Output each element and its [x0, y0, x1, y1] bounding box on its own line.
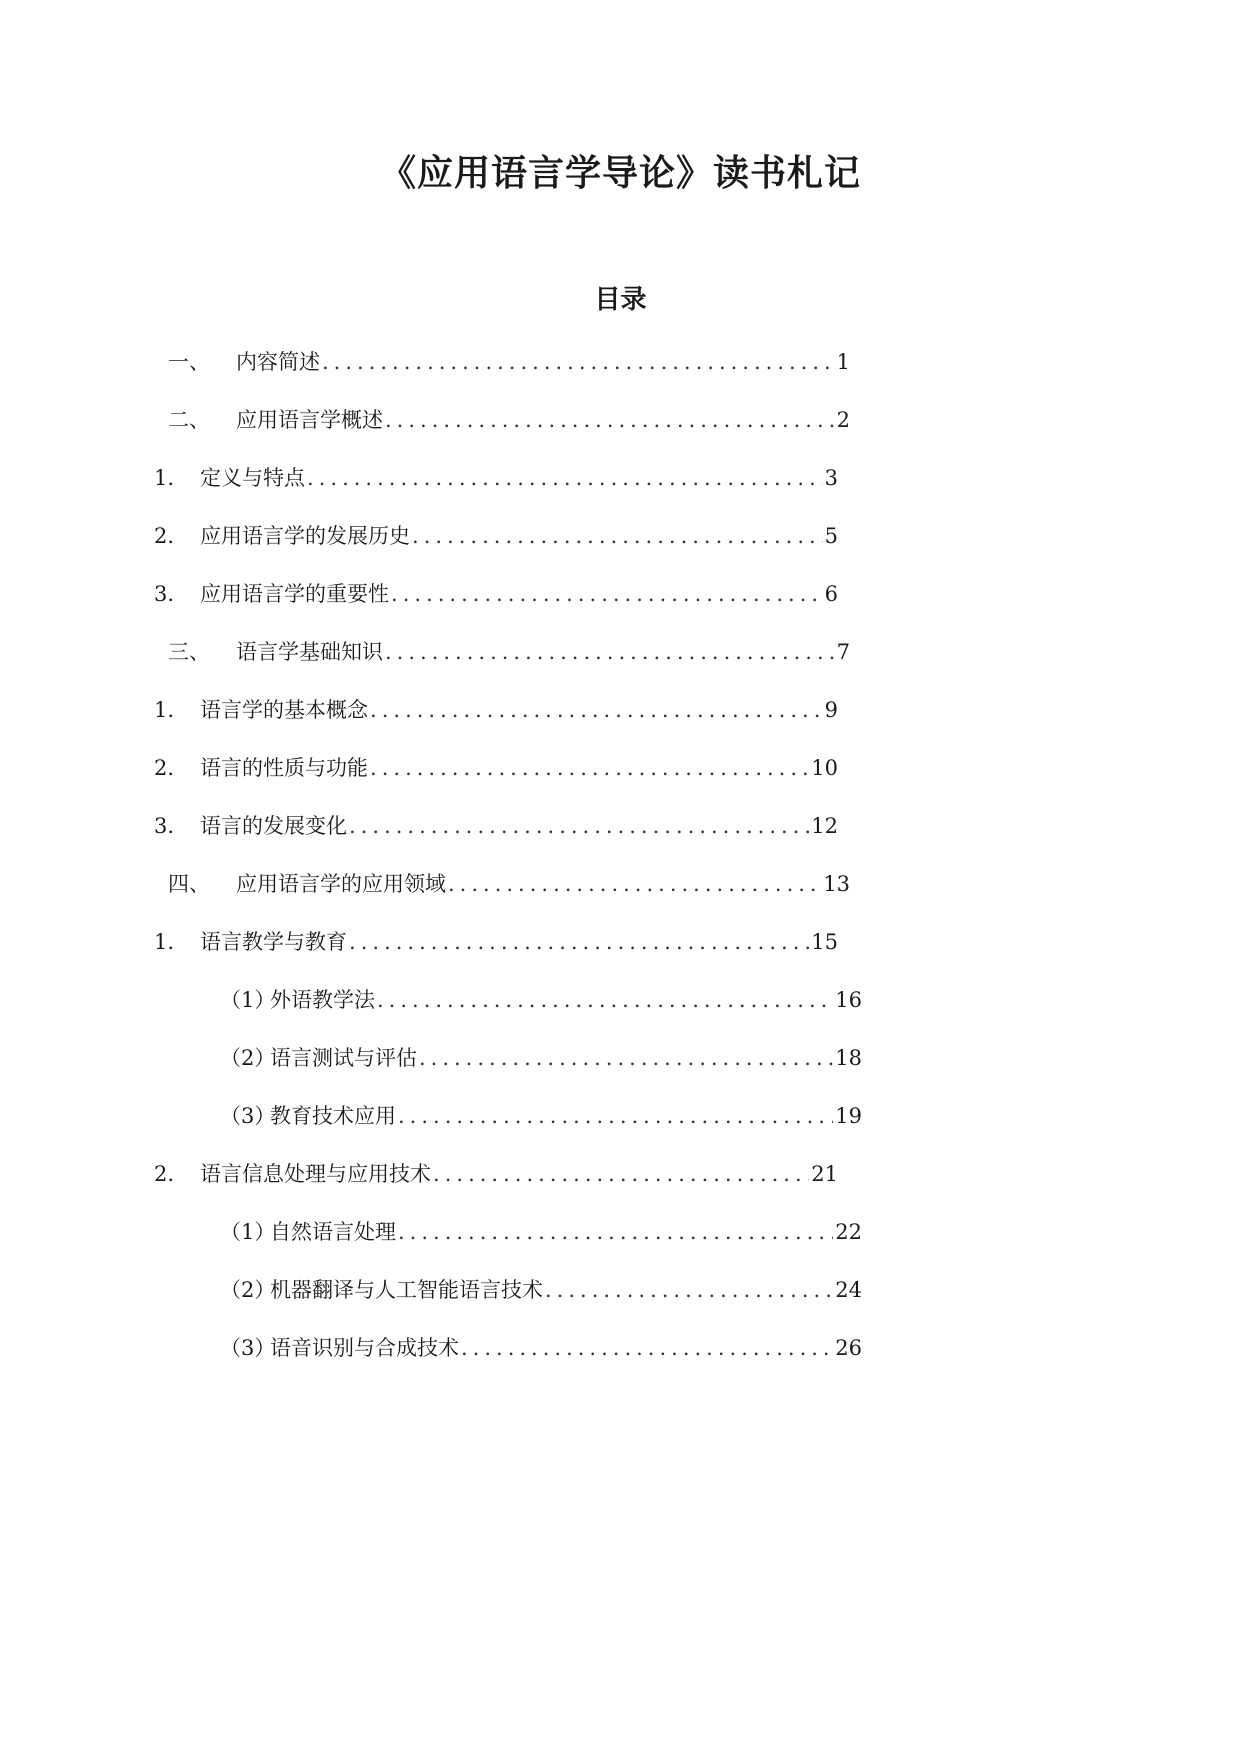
toc-entry-title: 应用语言学的重要性	[200, 582, 390, 606]
toc-entry-title: 语言的性质与功能	[200, 756, 369, 780]
toc-entry-number: （1）	[220, 988, 276, 1012]
toc-entry-title: 机器翻译与人工智能语言技术	[270, 1278, 543, 1302]
toc-dot-leader	[412, 518, 823, 554]
toc-dot-leader	[433, 1156, 809, 1192]
toc-entry-number: 3.	[154, 814, 175, 838]
toc-entry-title: 应用语言学概述	[236, 408, 383, 432]
toc-entry-number: 一、	[168, 350, 210, 374]
toc-entry-number: 四、	[168, 872, 210, 896]
document-title: 《应用语言学导论》读书札记	[379, 152, 861, 194]
toc-dot-leader	[398, 1214, 833, 1250]
toc-entry-number: （3）	[220, 1336, 276, 1360]
toc-entry-page: 21	[811, 1162, 838, 1186]
toc-entry-page: 6	[824, 582, 838, 606]
toc-dot-leader	[349, 924, 809, 960]
toc-entry-page: 15	[811, 930, 838, 954]
toc-entry-title: 语言信息处理与应用技术	[200, 1162, 432, 1186]
toc-entry-number: （1）	[220, 1220, 276, 1244]
toc-dot-leader	[461, 1330, 833, 1366]
toc-entry-page: 7	[836, 640, 850, 664]
toc-entry-page: 10	[811, 756, 838, 780]
toc-entry-page: 9	[824, 698, 838, 722]
toc-dot-leader	[307, 460, 823, 496]
toc-entry-number: （2）	[220, 1046, 276, 1070]
toc-entry-title: 语音识别与合成技术	[270, 1336, 459, 1360]
toc-entry-page: 19	[835, 1104, 862, 1128]
toc-dot-leader	[370, 692, 823, 728]
toc-dot-leader	[448, 866, 821, 902]
toc-dot-leader	[419, 1040, 833, 1076]
toc-entry-page: 5	[824, 524, 838, 548]
toc-dot-leader	[545, 1272, 833, 1308]
toc-entry-page: 13	[823, 872, 850, 896]
toc-entry[interactable]	[220, 1040, 862, 1076]
toc-dot-leader	[370, 750, 809, 786]
toc-entry-title: 定义与特点	[200, 466, 306, 490]
toc-entry-number: 2.	[154, 1162, 175, 1186]
toc-entry-title: 教育技术应用	[270, 1104, 396, 1128]
toc-entry-title: 语言学的基本概念	[200, 698, 369, 722]
toc-dot-leader	[377, 982, 833, 1018]
toc-entry[interactable]	[154, 692, 838, 728]
toc-entry-page: 1	[836, 350, 850, 374]
toc-entry-number: （3）	[220, 1104, 276, 1128]
toc-entry[interactable]	[220, 1098, 862, 1134]
toc-entry[interactable]	[154, 924, 838, 960]
toc-entry-title: 应用语言学的应用领域	[236, 872, 446, 896]
toc-entry-number: 1.	[154, 930, 175, 954]
toc-dot-leader	[349, 808, 809, 844]
toc-entry[interactable]	[154, 750, 838, 786]
toc-entry-page: 18	[835, 1046, 862, 1070]
toc-entry-title: 语言的发展变化	[200, 814, 348, 838]
toc-entry-page: 2	[836, 408, 850, 432]
toc-entry-number: 1.	[154, 698, 175, 722]
toc-dot-leader	[385, 634, 835, 670]
toc-entry[interactable]	[154, 460, 838, 496]
toc-entry-page: 16	[835, 988, 862, 1012]
toc-dot-leader	[385, 402, 835, 438]
toc-entry-page: 12	[811, 814, 838, 838]
toc-dot-leader	[322, 344, 835, 380]
toc-entry-page: 26	[835, 1336, 862, 1360]
toc-entry-title: 应用语言学的发展历史	[200, 524, 411, 548]
toc-entry-number: 二、	[168, 408, 210, 432]
toc-entry[interactable]	[220, 1272, 862, 1308]
toc-entry[interactable]	[220, 1330, 862, 1366]
toc-entry-title: 自然语言处理	[270, 1220, 396, 1244]
toc-entry-number: 1.	[154, 466, 175, 490]
toc-entry-number: 2.	[154, 756, 175, 780]
toc-entry-page: 3	[824, 466, 838, 490]
toc-entry-number: 三、	[168, 640, 210, 664]
toc-entry[interactable]	[154, 1156, 838, 1192]
toc-heading: 目录	[594, 285, 647, 315]
toc-entry-number: 2.	[154, 524, 175, 548]
toc-entry-number: （2）	[220, 1278, 276, 1302]
toc-entry[interactable]	[154, 808, 838, 844]
toc-entry[interactable]	[168, 344, 850, 380]
toc-entry[interactable]	[220, 1214, 862, 1250]
toc-entry-title: 语言学基础知识	[236, 640, 383, 664]
toc-entry-page: 22	[835, 1220, 862, 1244]
toc-entry-page: 24	[835, 1278, 862, 1302]
toc-dot-leader	[391, 576, 823, 612]
toc-entry[interactable]	[168, 634, 850, 670]
toc-entry[interactable]	[220, 982, 862, 1018]
toc-entry-number: 3.	[154, 582, 175, 606]
toc-dot-leader	[398, 1098, 833, 1134]
toc-entry-title: 外语教学法	[270, 988, 375, 1012]
toc-entry[interactable]	[168, 866, 850, 902]
toc-entry-title: 语言教学与教育	[200, 930, 348, 954]
toc-entry[interactable]	[168, 402, 850, 438]
toc-entry[interactable]	[154, 518, 838, 554]
toc-entry[interactable]	[154, 576, 838, 612]
toc-entry-title: 语言测试与评估	[270, 1046, 417, 1070]
toc-entry-title: 内容简述	[236, 350, 320, 374]
